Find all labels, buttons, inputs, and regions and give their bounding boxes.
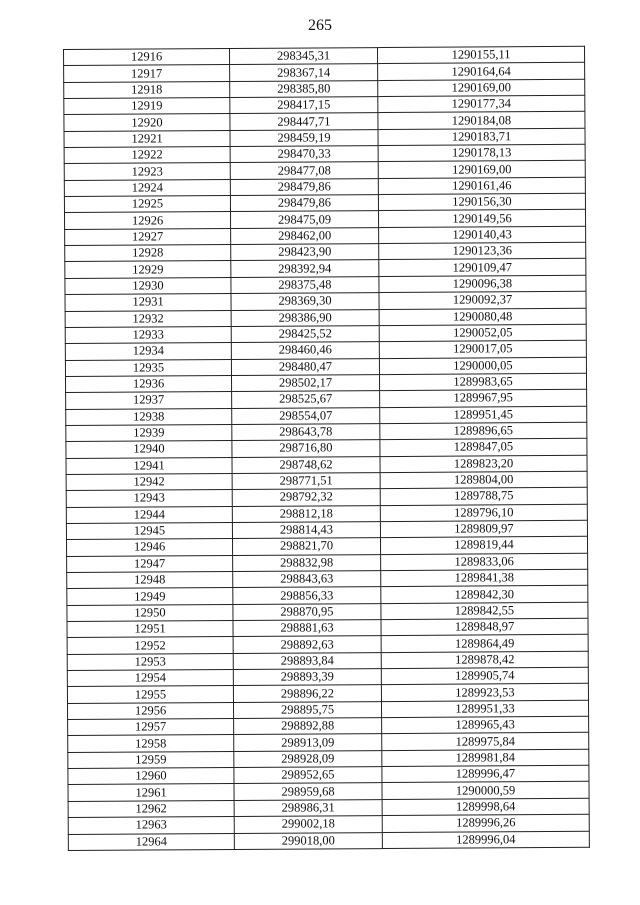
y-coordinate-cell: 1290092,37 <box>379 291 586 309</box>
y-coordinate-cell: 1290149,56 <box>378 210 585 228</box>
y-coordinate-cell: 1289996,26 <box>382 814 589 832</box>
point-number-cell: 12962 <box>68 800 234 817</box>
coordinates-table-body <box>64 46 590 850</box>
point-number-cell: 12935 <box>65 359 231 376</box>
y-coordinate-cell: 1289847,05 <box>380 439 587 457</box>
x-coordinate-cell: 298447,71 <box>230 113 378 130</box>
x-coordinate-cell: 298913,09 <box>234 734 382 751</box>
point-number-cell: 12961 <box>68 784 234 801</box>
y-coordinate-cell: 1290156,30 <box>378 193 585 211</box>
point-number-cell: 12932 <box>65 310 231 327</box>
y-coordinate-cell: 1289905,74 <box>381 667 588 685</box>
y-coordinate-cell: 1289796,10 <box>380 504 587 522</box>
x-coordinate-cell: 298525,67 <box>232 391 380 408</box>
page-number: 265 <box>308 17 332 34</box>
x-coordinate-cell: 298856,33 <box>233 587 381 604</box>
point-number-cell: 12916 <box>64 48 230 65</box>
y-coordinate-cell: 1290161,46 <box>378 177 585 195</box>
y-coordinate-cell: 1289842,30 <box>381 586 588 604</box>
point-number-cell: 12934 <box>65 343 231 360</box>
y-coordinate-cell: 1289878,42 <box>381 651 588 669</box>
y-coordinate-cell: 1289804,00 <box>380 471 587 489</box>
x-coordinate-cell: 298716,80 <box>232 440 380 457</box>
x-coordinate-cell: 298417,15 <box>230 97 378 114</box>
x-coordinate-cell: 298460,46 <box>231 342 379 359</box>
x-coordinate-cell: 298480,47 <box>231 358 379 375</box>
point-number-cell: 12964 <box>68 833 234 850</box>
x-coordinate-cell: 298896,22 <box>233 685 381 702</box>
y-coordinate-cell: 1289809,97 <box>380 520 587 538</box>
point-number-cell: 12923 <box>64 163 230 180</box>
x-coordinate-cell: 298748,62 <box>232 456 380 473</box>
y-coordinate-cell: 1289841,38 <box>381 569 588 587</box>
point-number-cell: 12921 <box>64 130 230 147</box>
x-coordinate-cell: 298459,19 <box>230 129 378 146</box>
x-coordinate-cell: 298986,31 <box>234 799 382 816</box>
y-coordinate-cell: 1290155,11 <box>377 46 584 64</box>
point-number-cell: 12959 <box>68 751 234 768</box>
point-number-cell: 12943 <box>66 490 232 507</box>
y-coordinate-cell: 1290164,64 <box>378 63 585 81</box>
point-number-cell: 12930 <box>65 277 231 294</box>
y-coordinate-cell: 1289823,20 <box>380 455 587 473</box>
y-coordinate-cell: 1290140,43 <box>379 226 586 244</box>
y-coordinate-cell: 1289996,04 <box>382 831 589 849</box>
x-coordinate-cell: 298385,80 <box>230 80 378 97</box>
y-coordinate-cell: 1290080,48 <box>379 308 586 326</box>
point-number-cell: 12952 <box>67 637 233 654</box>
point-number-cell: 12944 <box>66 506 232 523</box>
point-number-cell: 12927 <box>65 228 231 245</box>
point-number-cell: 12939 <box>66 424 232 441</box>
point-number-cell: 12946 <box>66 539 232 556</box>
x-coordinate-cell: 298470,33 <box>230 146 378 163</box>
point-number-cell: 12950 <box>67 604 233 621</box>
point-number-cell: 12926 <box>65 212 231 229</box>
point-number-cell: 12928 <box>65 245 231 262</box>
x-coordinate-cell: 299018,00 <box>234 832 382 849</box>
y-coordinate-cell: 1290178,13 <box>378 144 585 162</box>
x-coordinate-cell: 298502,17 <box>231 374 379 391</box>
point-number-cell: 12940 <box>66 441 232 458</box>
y-coordinate-cell: 1289896,65 <box>380 422 587 440</box>
point-number-cell: 12941 <box>66 457 232 474</box>
x-coordinate-cell: 298870,95 <box>233 603 381 620</box>
point-number-cell: 12942 <box>66 473 232 490</box>
y-coordinate-cell: 1290000,05 <box>379 357 586 375</box>
x-coordinate-cell: 298771,51 <box>232 473 380 490</box>
x-coordinate-cell: 298392,94 <box>231 260 379 277</box>
point-number-cell: 12955 <box>67 686 233 703</box>
x-coordinate-cell: 298792,32 <box>232 489 380 506</box>
x-coordinate-cell: 298367,14 <box>230 64 378 81</box>
x-coordinate-cell: 298375,48 <box>231 276 379 293</box>
point-number-cell: 12956 <box>67 702 233 719</box>
x-coordinate-cell: 299002,18 <box>234 816 382 833</box>
x-coordinate-cell: 298477,08 <box>230 162 378 179</box>
point-number-cell: 12954 <box>67 670 233 687</box>
x-coordinate-cell: 298345,31 <box>229 48 377 65</box>
x-coordinate-cell: 298893,84 <box>233 652 381 669</box>
x-coordinate-cell: 298843,63 <box>233 571 381 588</box>
y-coordinate-cell: 1289819,44 <box>380 537 587 555</box>
point-number-cell: 12945 <box>66 522 232 539</box>
x-coordinate-cell: 298386,90 <box>231 309 379 326</box>
point-number-cell: 12925 <box>64 196 230 213</box>
y-coordinate-cell: 1290052,05 <box>379 324 586 342</box>
y-coordinate-cell: 1289923,53 <box>381 684 588 702</box>
x-coordinate-cell: 298895,75 <box>233 701 381 718</box>
x-coordinate-cell: 298814,43 <box>232 522 380 539</box>
x-coordinate-cell: 298821,70 <box>232 538 380 555</box>
point-number-cell: 12951 <box>67 621 233 638</box>
y-coordinate-cell: 1289848,97 <box>381 618 588 636</box>
y-coordinate-cell: 1289981,84 <box>382 749 589 767</box>
point-number-cell: 12917 <box>64 65 230 82</box>
point-number-cell: 12929 <box>65 261 231 278</box>
y-coordinate-cell: 1289864,49 <box>381 635 588 653</box>
x-coordinate-cell: 298462,00 <box>231 227 379 244</box>
x-coordinate-cell: 298369,30 <box>231 293 379 310</box>
point-number-cell: 12931 <box>65 294 231 311</box>
y-coordinate-cell: 1290017,05 <box>379 340 586 358</box>
point-number-cell: 12953 <box>67 653 233 670</box>
y-coordinate-cell: 1289951,45 <box>380 406 587 424</box>
point-number-cell: 12960 <box>68 768 234 785</box>
point-number-cell: 12957 <box>68 719 234 736</box>
point-number-cell: 12948 <box>67 571 233 588</box>
point-number-cell: 12920 <box>64 114 230 131</box>
y-coordinate-cell: 1290109,47 <box>379 259 586 277</box>
point-number-cell: 12936 <box>65 375 231 392</box>
y-coordinate-cell: 1290123,36 <box>379 242 586 260</box>
y-coordinate-cell: 1289983,65 <box>379 373 586 391</box>
y-coordinate-cell: 1289788,75 <box>380 488 587 506</box>
point-number-cell: 12949 <box>67 588 233 605</box>
y-coordinate-cell: 1290169,00 <box>378 79 585 97</box>
point-number-cell: 12937 <box>66 392 232 409</box>
x-coordinate-cell: 298881,63 <box>233 620 381 637</box>
y-coordinate-cell: 1290000,59 <box>382 782 589 800</box>
y-coordinate-cell: 1289833,06 <box>381 553 588 571</box>
x-coordinate-cell: 298812,18 <box>232 505 380 522</box>
x-coordinate-cell: 298928,09 <box>234 750 382 767</box>
y-coordinate-cell: 1290169,00 <box>378 161 585 179</box>
point-number-cell: 12958 <box>68 735 234 752</box>
y-coordinate-cell: 1290096,38 <box>379 275 586 293</box>
point-number-cell: 12963 <box>68 817 234 834</box>
point-number-cell: 12947 <box>67 555 233 572</box>
y-coordinate-cell: 1290183,71 <box>378 128 585 146</box>
coordinates-table <box>63 46 590 851</box>
y-coordinate-cell: 1290177,34 <box>378 95 585 113</box>
point-number-cell: 12933 <box>65 326 231 343</box>
y-coordinate-cell: 1289996,47 <box>382 765 589 783</box>
y-coordinate-cell: 1289975,84 <box>382 733 589 751</box>
x-coordinate-cell: 298892,63 <box>233 636 381 653</box>
x-coordinate-cell: 298832,98 <box>233 554 381 571</box>
point-number-cell: 12918 <box>64 81 230 98</box>
y-coordinate-cell: 1290184,08 <box>378 112 585 130</box>
x-coordinate-cell: 298423,90 <box>231 244 379 261</box>
x-coordinate-cell: 298893,39 <box>233 669 381 686</box>
x-coordinate-cell: 298952,65 <box>234 767 382 784</box>
y-coordinate-cell: 1289951,33 <box>381 700 588 718</box>
x-coordinate-cell: 298475,09 <box>230 211 378 228</box>
y-coordinate-cell: 1289842,55 <box>381 602 588 620</box>
x-coordinate-cell: 298959,68 <box>234 783 382 800</box>
y-coordinate-cell: 1289967,95 <box>380 390 587 408</box>
x-coordinate-cell: 298643,78 <box>232 423 380 440</box>
x-coordinate-cell: 298479,86 <box>230 195 378 212</box>
point-number-cell: 12919 <box>64 98 230 115</box>
point-number-cell: 12922 <box>64 147 230 164</box>
x-coordinate-cell: 298554,07 <box>232 407 380 424</box>
table-row <box>68 831 589 851</box>
point-number-cell: 12938 <box>66 408 232 425</box>
y-coordinate-cell: 1289998,64 <box>382 798 589 816</box>
x-coordinate-cell: 298479,86 <box>230 178 378 195</box>
x-coordinate-cell: 298425,52 <box>231 325 379 342</box>
y-coordinate-cell: 1289965,43 <box>382 716 589 734</box>
point-number-cell: 12924 <box>64 179 230 196</box>
x-coordinate-cell: 298892,88 <box>234 718 382 735</box>
